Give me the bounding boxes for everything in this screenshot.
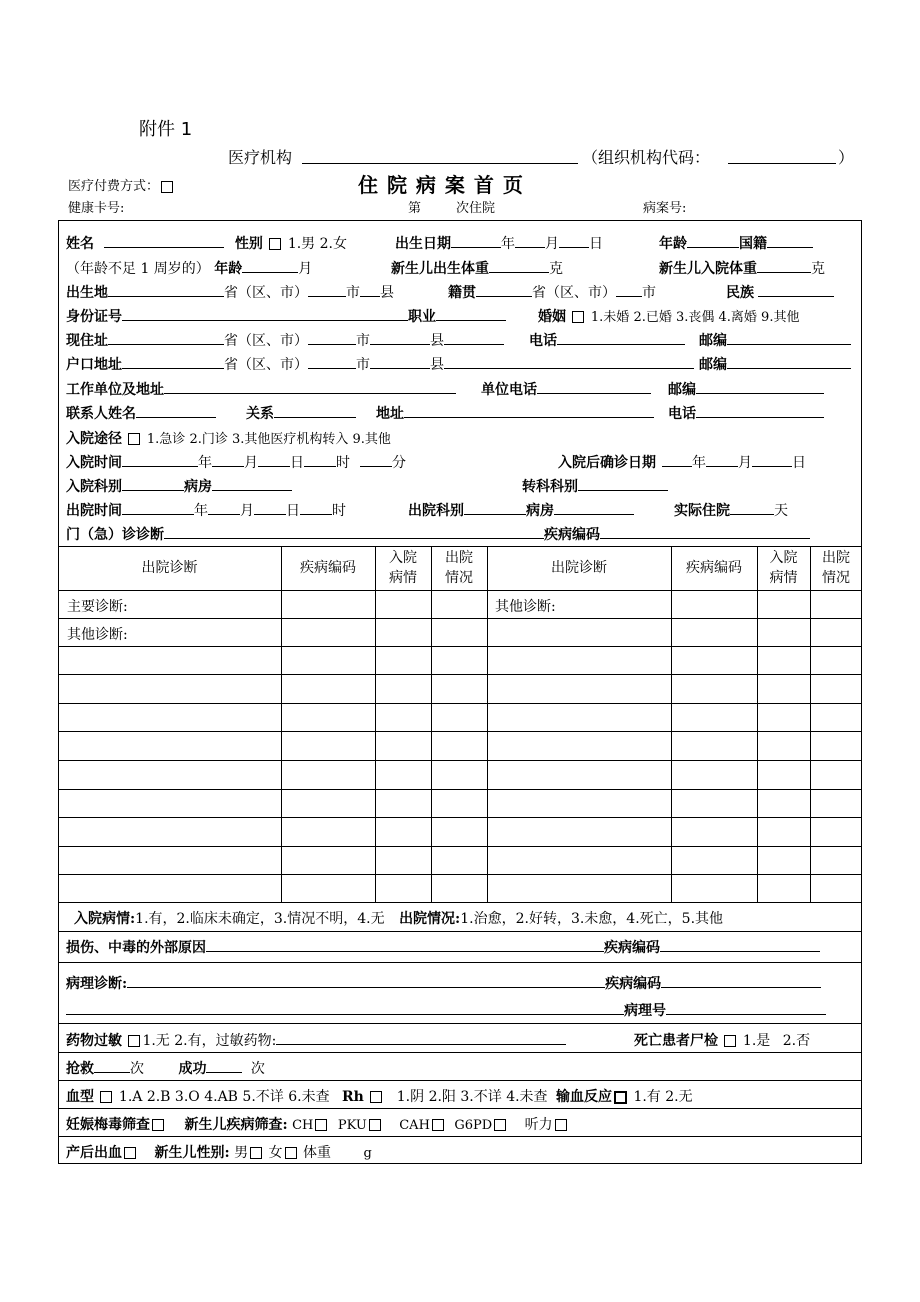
header-discharge-condition-right [810, 548, 862, 588]
phone-field[interactable] [557, 330, 685, 345]
syphilis-checkbox[interactable] [152, 1119, 164, 1131]
rescue-field[interactable] [94, 1058, 130, 1073]
address-county-field[interactable] [370, 330, 430, 345]
admit-month-unit: 月 [244, 455, 258, 471]
row-postpartum [66, 1142, 372, 1162]
hukou-extra-field[interactable] [444, 354, 694, 369]
row-age [659, 233, 813, 253]
row-birth [395, 233, 603, 253]
month-unit: 月 [545, 236, 559, 252]
name-field[interactable] [104, 233, 224, 248]
work-label: 工作单位及地址 [66, 382, 164, 398]
transfusion-reaction-checkbox[interactable] [614, 1091, 627, 1104]
age-label: 年龄 [659, 236, 687, 252]
newborn-male: 男 [234, 1145, 249, 1161]
header-out-r-line1: 出院 [822, 550, 850, 566]
table-row-line [58, 789, 862, 790]
id-field[interactable] [122, 306, 408, 321]
nationality-label: 国籍 [739, 236, 767, 252]
institution-label: 医疗机构 [228, 148, 293, 167]
newborn-female-checkbox[interactable] [285, 1147, 297, 1159]
transfer-field[interactable] [578, 476, 668, 491]
screen-g6pd: G6PD [454, 1118, 493, 1133]
admit-day-field[interactable] [258, 452, 290, 467]
ethnicity-label: 民族 [726, 285, 754, 301]
row-transfer [522, 476, 668, 496]
gram-unit: 克 [549, 261, 563, 277]
discharge-dept-field[interactable] [464, 500, 526, 515]
admit-month-field[interactable] [212, 452, 244, 467]
row-hukou-zip [699, 354, 851, 374]
row-work-phone [481, 379, 651, 399]
header-admit-condition-right [757, 548, 810, 588]
admit-dept-field[interactable] [122, 476, 184, 491]
table-row-line [58, 646, 862, 647]
birthplace-city-field[interactable] [308, 282, 346, 297]
section-line [58, 1023, 862, 1024]
stay-field[interactable] [730, 500, 774, 515]
row-name [66, 233, 347, 253]
row-work-zip [668, 379, 824, 399]
discharge-day-unit: 日 [286, 503, 300, 519]
org-code-close: ） [838, 148, 855, 167]
name-label: 姓名 [66, 236, 94, 252]
birth-day-field[interactable] [559, 233, 589, 248]
row-address [66, 330, 504, 350]
native-city-field[interactable] [616, 282, 642, 297]
discharge-time-label: 出院时间 [66, 503, 122, 519]
transfer-label: 转科科别 [522, 479, 578, 495]
institution-field[interactable] [302, 163, 578, 164]
row-infant [66, 258, 312, 278]
row-admit-time [66, 452, 406, 472]
other-diag-label: 其他诊断: [67, 627, 128, 643]
header-out-line2: 情况 [445, 570, 473, 586]
native-city-unit: 市 [642, 285, 656, 301]
screen-pku-checkbox[interactable] [369, 1119, 381, 1131]
address-field[interactable] [108, 330, 224, 345]
route-checkbox[interactable] [128, 433, 140, 445]
rh-options: 1.阴 2.阳 3.不详 4.未查 [396, 1089, 548, 1105]
success-times-unit: 次 [250, 1061, 265, 1077]
discharge-year-field[interactable] [122, 500, 194, 515]
autopsy-label: 死亡患者尸检 [634, 1033, 718, 1049]
rh-label: Rh [342, 1089, 364, 1105]
header-admit-r-line2: 病情 [769, 570, 798, 586]
screen-cah-checkbox[interactable] [432, 1119, 444, 1131]
header-discharge-diag: 出院诊断 [141, 560, 198, 576]
screen-ch-checkbox[interactable] [315, 1119, 327, 1131]
row-admit-dept [66, 476, 292, 496]
header-admit-line2: 病情 [389, 570, 417, 586]
rescue-times-unit: 次 [130, 1061, 144, 1077]
pathology-code-field[interactable] [661, 973, 821, 988]
hukou-zip-label: 邮编 [699, 357, 727, 373]
case-number-label: 病案号: [643, 201, 687, 216]
id-label: 身份证号 [66, 309, 122, 325]
row-pathology [66, 973, 821, 993]
header-discharge-condition [431, 548, 487, 588]
admit-dept-label: 入院科别 [66, 479, 122, 495]
table-col-line [810, 546, 811, 902]
table-col-line [431, 546, 432, 902]
newborn-female: 女 [268, 1145, 283, 1161]
sex-options: 1.男 2.女 [287, 236, 347, 252]
row-relation [246, 403, 356, 423]
screen-g6pd-checkbox[interactable] [494, 1119, 506, 1131]
address-extra-field[interactable] [444, 330, 504, 345]
transfusion-reaction-label: 输血反应 [556, 1089, 612, 1105]
org-code-field[interactable] [728, 163, 836, 164]
work-zip-field[interactable] [696, 379, 824, 394]
table-row-line [58, 846, 862, 847]
outpatient-code-label: 疾病编码 [544, 527, 600, 543]
header-admit-line1: 入院 [389, 550, 417, 566]
table-top-line [58, 546, 862, 547]
pathology-no-label: 病理号 [624, 1003, 666, 1019]
native-province-unit: 省（区、市） [532, 285, 616, 301]
admit-legend-label: 入院病情: [74, 911, 136, 927]
row-newborn-birth-weight [391, 258, 563, 278]
marital-options: 1.未婚 2.已婚 3.丧偶 4.离婚 9.其他 [590, 310, 800, 325]
city-unit: 市 [346, 285, 360, 301]
outpatient-diag-field[interactable] [164, 524, 544, 539]
hukou-label: 户口地址 [66, 357, 122, 373]
newborn-birth-weight-field[interactable] [489, 258, 549, 273]
hemorrhage-checkbox[interactable] [124, 1147, 136, 1159]
relation-field[interactable] [274, 403, 356, 418]
admit-minute-unit: 分 [392, 455, 406, 471]
stay-label: 实际住院 [674, 503, 730, 519]
row-screening [66, 1114, 569, 1134]
days-unit: 天 [774, 503, 788, 519]
gram-unit-2: 克 [811, 261, 825, 277]
newborn-weight-label: 体重 [302, 1145, 331, 1161]
newborn-birth-weight-label: 新生儿出生体重 [391, 261, 489, 277]
hukou-zip-field[interactable] [727, 354, 851, 369]
discharge-ward-label: 病房 [526, 503, 554, 519]
contact-address-label: 地址 [376, 406, 404, 422]
zip-field[interactable] [727, 330, 851, 345]
header-out-line1: 出院 [445, 550, 473, 566]
header-discharge-diag-right: 出院诊断 [551, 560, 607, 576]
pathology-field[interactable] [127, 973, 605, 988]
rh-checkbox[interactable] [370, 1091, 382, 1103]
admit-ward-label: 病房 [184, 479, 212, 495]
discharge-hour-field[interactable] [300, 500, 332, 515]
transfusion-reaction-options: 1.有 2.无 [633, 1089, 693, 1105]
screen-hearing-checkbox[interactable] [555, 1119, 567, 1131]
confirm-month-unit: 月 [738, 455, 752, 471]
outpatient-code-field[interactable] [600, 524, 810, 539]
row-stay [674, 500, 788, 520]
occupation-label: 职业 [408, 309, 436, 325]
infant-note: （年龄不足 1 周岁的） [66, 261, 210, 277]
confirm-month-field[interactable] [706, 452, 738, 467]
admit-year-field[interactable] [122, 452, 198, 467]
row-ethnicity [726, 282, 834, 302]
native-field[interactable] [476, 282, 532, 297]
table-col-line [671, 546, 672, 902]
hukou-province-unit: 省（区、市） [224, 357, 308, 373]
row-contact-address [376, 403, 654, 423]
hukou-city-field[interactable] [308, 354, 356, 369]
row-newborn-admit-weight [659, 258, 825, 278]
newborn-weight-unit: g [363, 1146, 372, 1161]
work-phone-label: 单位电话 [481, 382, 537, 398]
sex-checkbox[interactable] [269, 238, 281, 250]
syphilis-label: 妊娠梅毒筛查 [66, 1117, 150, 1133]
row-confirm-date [558, 452, 806, 472]
hukou-county-field[interactable] [370, 354, 430, 369]
section-line [58, 1108, 862, 1109]
table-row-line [58, 874, 862, 875]
row-phone [529, 330, 685, 350]
admit-ward-field[interactable] [212, 476, 292, 491]
health-card-label: 健康卡号: [68, 201, 125, 216]
table-col-line [281, 546, 282, 902]
row-rescue [66, 1058, 265, 1078]
birth-year-field[interactable] [451, 233, 501, 248]
pathology-label: 病理诊断: [66, 976, 128, 992]
section-line [58, 962, 862, 963]
header-disease-code: 疾病编码 [300, 560, 356, 576]
table-row-line [58, 674, 862, 675]
autopsy-option-yes: 1.是 [742, 1033, 771, 1049]
pathology-no-field[interactable] [666, 1000, 826, 1015]
row-contact-phone [668, 403, 824, 423]
pathology-code-label: 疾病编码 [605, 976, 662, 992]
admit-minute-field[interactable] [360, 452, 392, 467]
work-phone-field[interactable] [537, 379, 651, 394]
birthplace-field[interactable] [108, 282, 224, 297]
blood-options: 1.A 2.B 3.O 4.AB 5.不详 6.未查 [118, 1089, 330, 1105]
year-unit: 年 [501, 236, 515, 252]
nationality-field[interactable] [767, 233, 813, 248]
work-field[interactable] [164, 379, 456, 394]
discharge-dept-label: 出院科别 [408, 503, 464, 519]
marital-checkbox[interactable] [572, 311, 584, 323]
section-line [58, 931, 862, 932]
county-unit: 县 [380, 285, 394, 301]
admit-hour-unit: 时 [336, 455, 350, 471]
success-label: 成功 [178, 1061, 207, 1077]
table-row-line [58, 817, 862, 818]
section-line [58, 1136, 862, 1137]
sex-label: 性别 [234, 236, 263, 252]
header-out-r-line2: 情况 [822, 570, 850, 586]
infant-age-label: 年龄 [214, 261, 243, 277]
ethnicity-field[interactable] [758, 282, 834, 297]
hukou-city-unit: 市 [356, 357, 370, 373]
screen-pku: PKU [337, 1118, 367, 1133]
contact-phone-label: 电话 [668, 406, 696, 422]
autopsy-option-no: 2.否 [782, 1033, 811, 1049]
table-row-line [58, 590, 862, 591]
address-province-unit: 省（区、市） [224, 333, 308, 349]
success-field[interactable] [206, 1058, 242, 1073]
other-diag-label-right: 其他诊断: [495, 599, 556, 615]
admit-legend-text: 1.有，2.临床未确定，3.情况不明，4.无 [135, 911, 385, 927]
admit-day-unit: 日 [290, 455, 304, 471]
payment-label: 医疗付费方式： [68, 179, 160, 194]
marital-label: 婚姻 [538, 309, 566, 325]
allergy-checkbox[interactable] [128, 1035, 140, 1047]
screen-ch: CH [292, 1118, 314, 1133]
screen-hearing: 听力 [524, 1117, 553, 1133]
hukou-field[interactable] [122, 354, 224, 369]
allergy-options: 1.无 2.有，过敏药物: [142, 1033, 277, 1049]
confirm-day-unit: 日 [792, 455, 806, 471]
hukou-county-unit: 县 [430, 357, 444, 373]
native-label: 籍贯 [448, 285, 476, 301]
row-hukou [66, 354, 694, 374]
address-label: 现住址 [66, 333, 108, 349]
org-code-label: （组织机构代码： [582, 148, 711, 167]
injury-label: 损伤、中毒的外部原因 [66, 940, 206, 956]
row-discharge-dept [408, 500, 634, 520]
condition-legend [74, 908, 723, 928]
allergy-label: 药物过敏 [66, 1033, 122, 1049]
table-col-line [757, 546, 758, 902]
table-row-line [58, 618, 862, 619]
header-disease-code-right: 疾病编码 [686, 560, 742, 576]
age-field[interactable] [687, 233, 739, 248]
injury-field[interactable] [206, 937, 604, 952]
injury-code-field[interactable] [660, 937, 820, 952]
infant-month-unit: 月 [298, 261, 313, 277]
attachment-label: 附件 1 [139, 119, 193, 140]
main-diag-label: 主要诊断: [67, 599, 128, 615]
birth-month-field[interactable] [515, 233, 545, 248]
admission-count-suffix: 次住院 [456, 201, 496, 216]
row-contact [66, 403, 216, 423]
admit-time-label: 入院时间 [66, 455, 122, 471]
confirm-date-label: 入院后确诊日期 [558, 455, 656, 471]
out-legend-label: 出院情况: [399, 911, 461, 927]
out-legend-text: 1.治愈，2.好转，3.未愈，4.死亡，5.其他 [460, 911, 724, 927]
row-id [66, 306, 506, 326]
payment-method [68, 175, 175, 194]
contact-field[interactable] [136, 403, 216, 418]
table-bottom-line [58, 902, 862, 903]
pathology-extra-field[interactable] [66, 1000, 624, 1015]
discharge-ward-field[interactable] [554, 500, 634, 515]
row-zip [699, 330, 851, 350]
blood-label: 血型 [66, 1089, 94, 1105]
allergy-drug-field[interactable] [276, 1030, 566, 1045]
row-birthplace [66, 282, 394, 302]
relation-label: 关系 [246, 406, 274, 422]
address-city-field[interactable] [308, 330, 356, 345]
newborn-male-checkbox[interactable] [250, 1147, 262, 1159]
phone-label: 电话 [529, 333, 557, 349]
discharge-day-field[interactable] [254, 500, 286, 515]
birth-label: 出生日期 [395, 236, 451, 252]
work-zip-label: 邮编 [668, 382, 696, 398]
rescue-label: 抢救 [66, 1061, 94, 1077]
injury-code-label: 疾病编码 [604, 940, 660, 956]
address-county-unit: 县 [430, 333, 444, 349]
row-allergy [66, 1030, 566, 1050]
discharge-year-unit: 年 [194, 503, 208, 519]
contact-label: 联系人姓名 [66, 406, 136, 422]
route-options: 1.急诊 2.门诊 3.其他医疗机构转入 9.其他 [146, 432, 391, 447]
page-title: 住 院 病 案 首 页 [358, 173, 524, 197]
confirm-year-unit: 年 [692, 455, 706, 471]
section-line [58, 1080, 862, 1081]
birthplace-county-field[interactable] [360, 282, 380, 297]
screen-cah: CAH [399, 1118, 430, 1133]
row-injury [66, 937, 820, 957]
hemorrhage-label: 产后出血 [66, 1145, 122, 1161]
newborn-screening-label: 新生儿疾病筛查: [184, 1117, 288, 1133]
header-admit-r-line1: 入院 [769, 550, 798, 566]
blood-checkbox[interactable] [100, 1091, 112, 1103]
row-autopsy [634, 1030, 810, 1050]
day-unit: 日 [589, 236, 603, 252]
table-row-line [58, 731, 862, 732]
row-outpatient-diag [66, 524, 810, 544]
confirm-day-field[interactable] [752, 452, 792, 467]
occupation-field[interactable] [436, 306, 506, 321]
zip-label: 邮编 [699, 333, 727, 349]
infant-age-field[interactable] [242, 258, 298, 273]
newborn-admit-weight-field[interactable] [757, 258, 811, 273]
row-native [448, 282, 656, 302]
row-work [66, 379, 456, 399]
admission-count-prefix: 第 [408, 201, 422, 216]
row-marital [538, 306, 799, 326]
row-pathology-no [66, 1000, 826, 1020]
address-city-unit: 市 [356, 333, 370, 349]
row-blood [66, 1086, 693, 1106]
row-discharge-time [66, 500, 346, 520]
table-row-line [58, 760, 862, 761]
newborn-sex-label: 新生儿性别: [154, 1145, 230, 1161]
row-route [66, 428, 391, 448]
confirm-year-field[interactable] [662, 452, 692, 467]
province-unit: 省（区、市） [224, 285, 308, 301]
discharge-hour-unit: 时 [332, 503, 346, 519]
outpatient-diag-label: 门（急）诊诊断 [66, 527, 164, 543]
header-admit-condition [375, 548, 431, 588]
discharge-month-unit: 月 [240, 503, 254, 519]
table-col-line [487, 546, 488, 902]
section-line [58, 1052, 862, 1053]
birthplace-label: 出生地 [66, 285, 108, 301]
autopsy-checkbox[interactable] [724, 1035, 736, 1047]
table-row-line [58, 703, 862, 704]
payment-checkbox[interactable] [161, 181, 173, 193]
table-col-line [375, 546, 376, 902]
contact-phone-field[interactable] [696, 403, 824, 418]
newborn-admit-weight-label: 新生儿入院体重 [659, 261, 757, 277]
contact-address-field[interactable] [404, 403, 654, 418]
route-label: 入院途径 [66, 431, 122, 447]
discharge-month-field[interactable] [208, 500, 240, 515]
admit-hour-field[interactable] [304, 452, 336, 467]
admit-year-unit: 年 [198, 455, 212, 471]
